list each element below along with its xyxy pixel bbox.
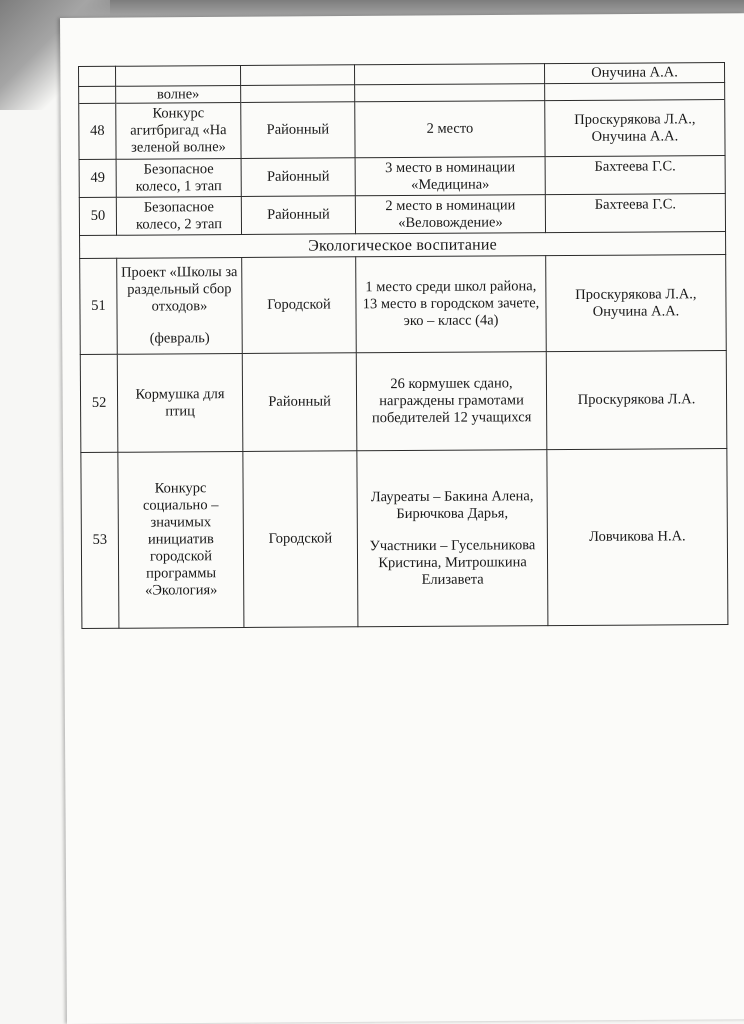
event-responsible: Проскурякова Л.А. [546, 351, 727, 450]
row-number: 49 [79, 159, 116, 197]
table-row [79, 194, 725, 236]
event-responsible: Бахтеева Г.С. [545, 194, 725, 233]
event-level: Районный [241, 196, 355, 235]
document-table-container [78, 62, 728, 629]
cell-resp: Онучина А.А. [544, 63, 724, 84]
event-result: 26 кормушек сдано, награждены грамотами победителей 12 учащихся [356, 352, 547, 451]
cell-result [355, 84, 545, 102]
table-row [81, 449, 728, 629]
row-number: 52 [80, 354, 118, 452]
table-row [80, 255, 727, 355]
event-result: 1 место среди школ района, 13 место в городском зачете, эко – класс (4а) [356, 256, 547, 353]
event-name: Кормушка для птиц [117, 354, 243, 453]
cell-result [354, 64, 544, 85]
event-responsible: Ловчикова Н.А. [547, 449, 728, 626]
event-name-note: (февраль) [149, 330, 210, 347]
event-result: 2 место в номинации «Веловождение» [355, 195, 545, 234]
event-level: Городской [243, 451, 358, 628]
cell-num [79, 66, 116, 86]
event-name: Безопасное колесо, 2 этап [116, 197, 241, 236]
event-level: Районный [242, 353, 357, 452]
event-name: Безопасное колесо, 1 этап [116, 159, 241, 198]
cell-num [79, 86, 116, 103]
row-number: 50 [79, 197, 116, 235]
event-level: Городской [242, 257, 357, 354]
event-responsible: Проскурякова Л.А., Онучина А.А. [545, 100, 725, 157]
event-responsible: Бахтеева Г.С. [545, 156, 725, 195]
table-row [79, 156, 725, 198]
cell-level [241, 65, 355, 86]
row-number: 48 [79, 103, 116, 159]
cell-resp [545, 83, 725, 101]
event-result-participants: Участники – Гусельникова Кристина, Митрошкина Елизавета [369, 536, 536, 588]
event-level: Районный [241, 158, 355, 197]
event-result: 3 место в номинации «Медицина» [355, 157, 545, 196]
section-title: Экологическое воспитание [80, 232, 726, 259]
event-name: Конкурс социально – значимых инициатив городской программы «Экология» [118, 452, 244, 629]
event-responsible: Проскурякова Л.А., Онучина А.А. [546, 255, 727, 352]
event-result: 2 место [355, 101, 545, 158]
row-number: 51 [80, 258, 118, 354]
table-row [80, 351, 727, 453]
cell-level [241, 85, 355, 103]
table-row [79, 100, 725, 160]
event-result-laureates: Лауреаты – Бакина Алена, Бирючкова Дарья, [370, 487, 534, 522]
event-level: Районный [241, 102, 355, 159]
event-name: Конкурс агитбригад «На зеленой волне» [116, 103, 241, 160]
event-name [117, 258, 243, 355]
cell-name [116, 66, 241, 87]
row-number: 53 [81, 452, 119, 628]
cell-name: волне» [116, 86, 241, 104]
event-result [357, 450, 548, 627]
events-table [78, 62, 728, 629]
event-name-text: Проект «Школы за раздельный сбор отходов» [120, 264, 238, 315]
